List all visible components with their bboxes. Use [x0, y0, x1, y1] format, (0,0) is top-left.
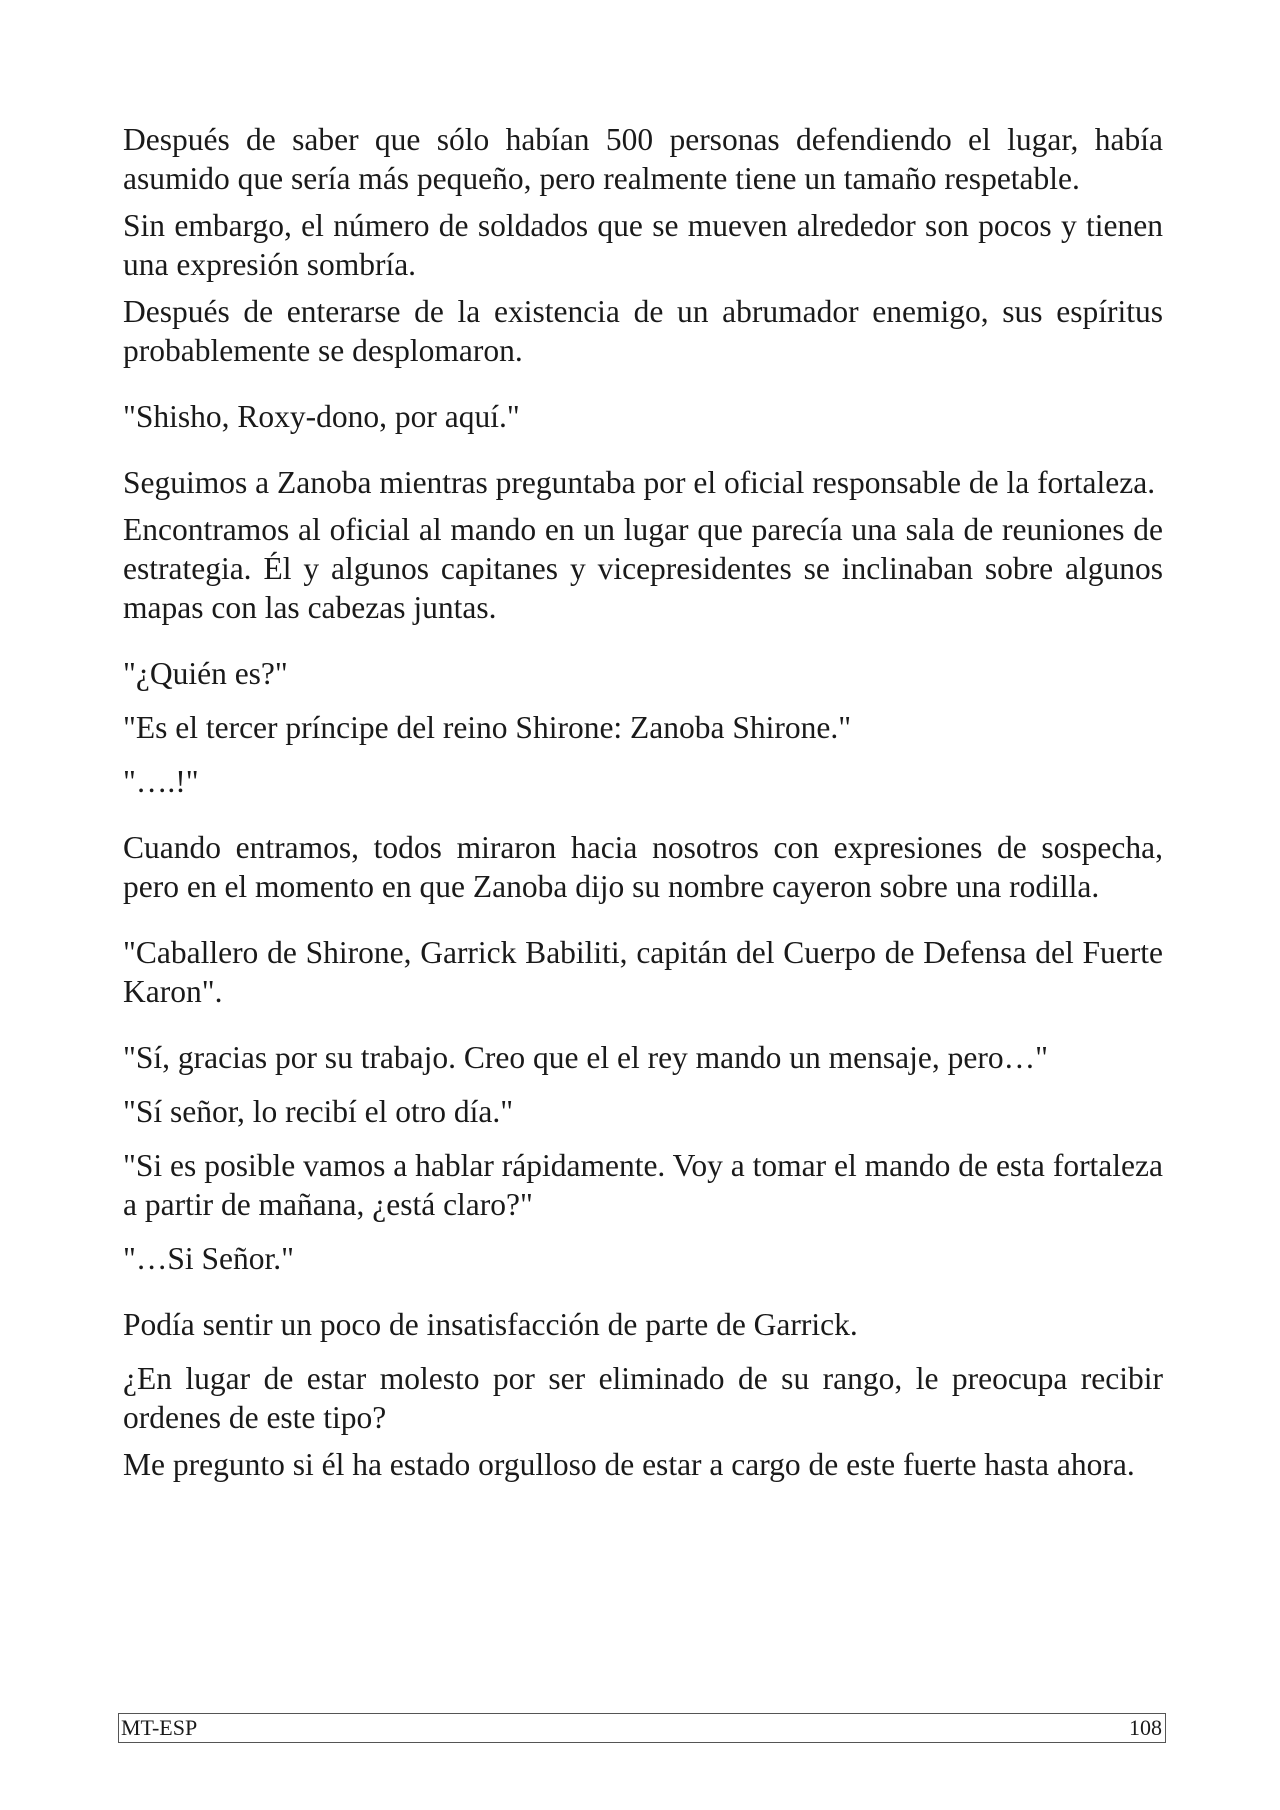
dialogue-line: "Si es posible vamos a hablar rápidamente. Voy a tomar el mando de esta fortaleza a partir de mañana, ¿está claro?": [123, 1148, 1163, 1222]
paragraph: Seguimos a Zanoba mientras preguntaba por el oficial responsable de la fortaleza.: [123, 465, 1156, 500]
page-number: 108: [1129, 1715, 1162, 1740]
paragraph: Me pregunto si él ha estado orgulloso de estar a cargo de este fuerte hasta ahora.: [123, 1447, 1135, 1482]
page-body: [123, 120, 1163, 1484]
footer-label: MT-ESP: [121, 1715, 198, 1740]
dialogue-line: "Sí, gracias por su trabajo. Creo que el el rey mando un mensaje, pero…": [123, 1040, 1048, 1075]
paragraph: Podía sentir un poco de insatisfacción de parte de Garrick.: [123, 1307, 858, 1342]
dialogue-line: "…Si Señor.": [123, 1241, 294, 1276]
dialogue-line: "Es el tercer príncipe del reino Shirone: Zanoba Shirone.": [123, 710, 852, 745]
dialogue-line: "Sí señor, lo recibí el otro día.": [123, 1094, 514, 1129]
dialogue-line: "….!": [123, 764, 199, 799]
dialogue-line: "Shisho, Roxy-dono, por aquí.": [123, 399, 520, 434]
dialogue-line: "¿Quién es?": [123, 656, 288, 691]
paragraph: Después de saber que sólo habían 500 personas defendiendo el lugar, había asumido que sería más pequeño, pero realmente tiene un tamaño respetable.: [123, 122, 1163, 196]
paragraph: Encontramos al oficial al mando en un lugar que parecía una sala de reuniones de estrategia. Él y algunos capitanes y vicepresidentes se inclinaban sobre algunos mapas con las cabezas juntas.: [123, 512, 1163, 625]
page-footer: [118, 1713, 1166, 1743]
paragraph: ¿En lugar de estar molesto por ser eliminado de su rango, le preocupa recibir ordenes de este tipo?: [123, 1361, 1163, 1435]
dialogue-line: "Caballero de Shirone, Garrick Babiliti, capitán del Cuerpo de Defensa del Fuerte Karon".: [123, 935, 1163, 1009]
paragraph: Cuando entramos, todos miraron hacia nosotros con expresiones de sospecha, pero en el momento en que Zanoba dijo su nombre cayeron sobre una rodilla.: [123, 830, 1163, 904]
paragraph: Sin embargo, el número de soldados que se mueven alrededor son pocos y tienen una expresión sombría.: [123, 208, 1163, 282]
paragraph: Después de enterarse de la existencia de un abrumador enemigo, sus espíritus probablemente se desplomaron.: [123, 294, 1163, 368]
